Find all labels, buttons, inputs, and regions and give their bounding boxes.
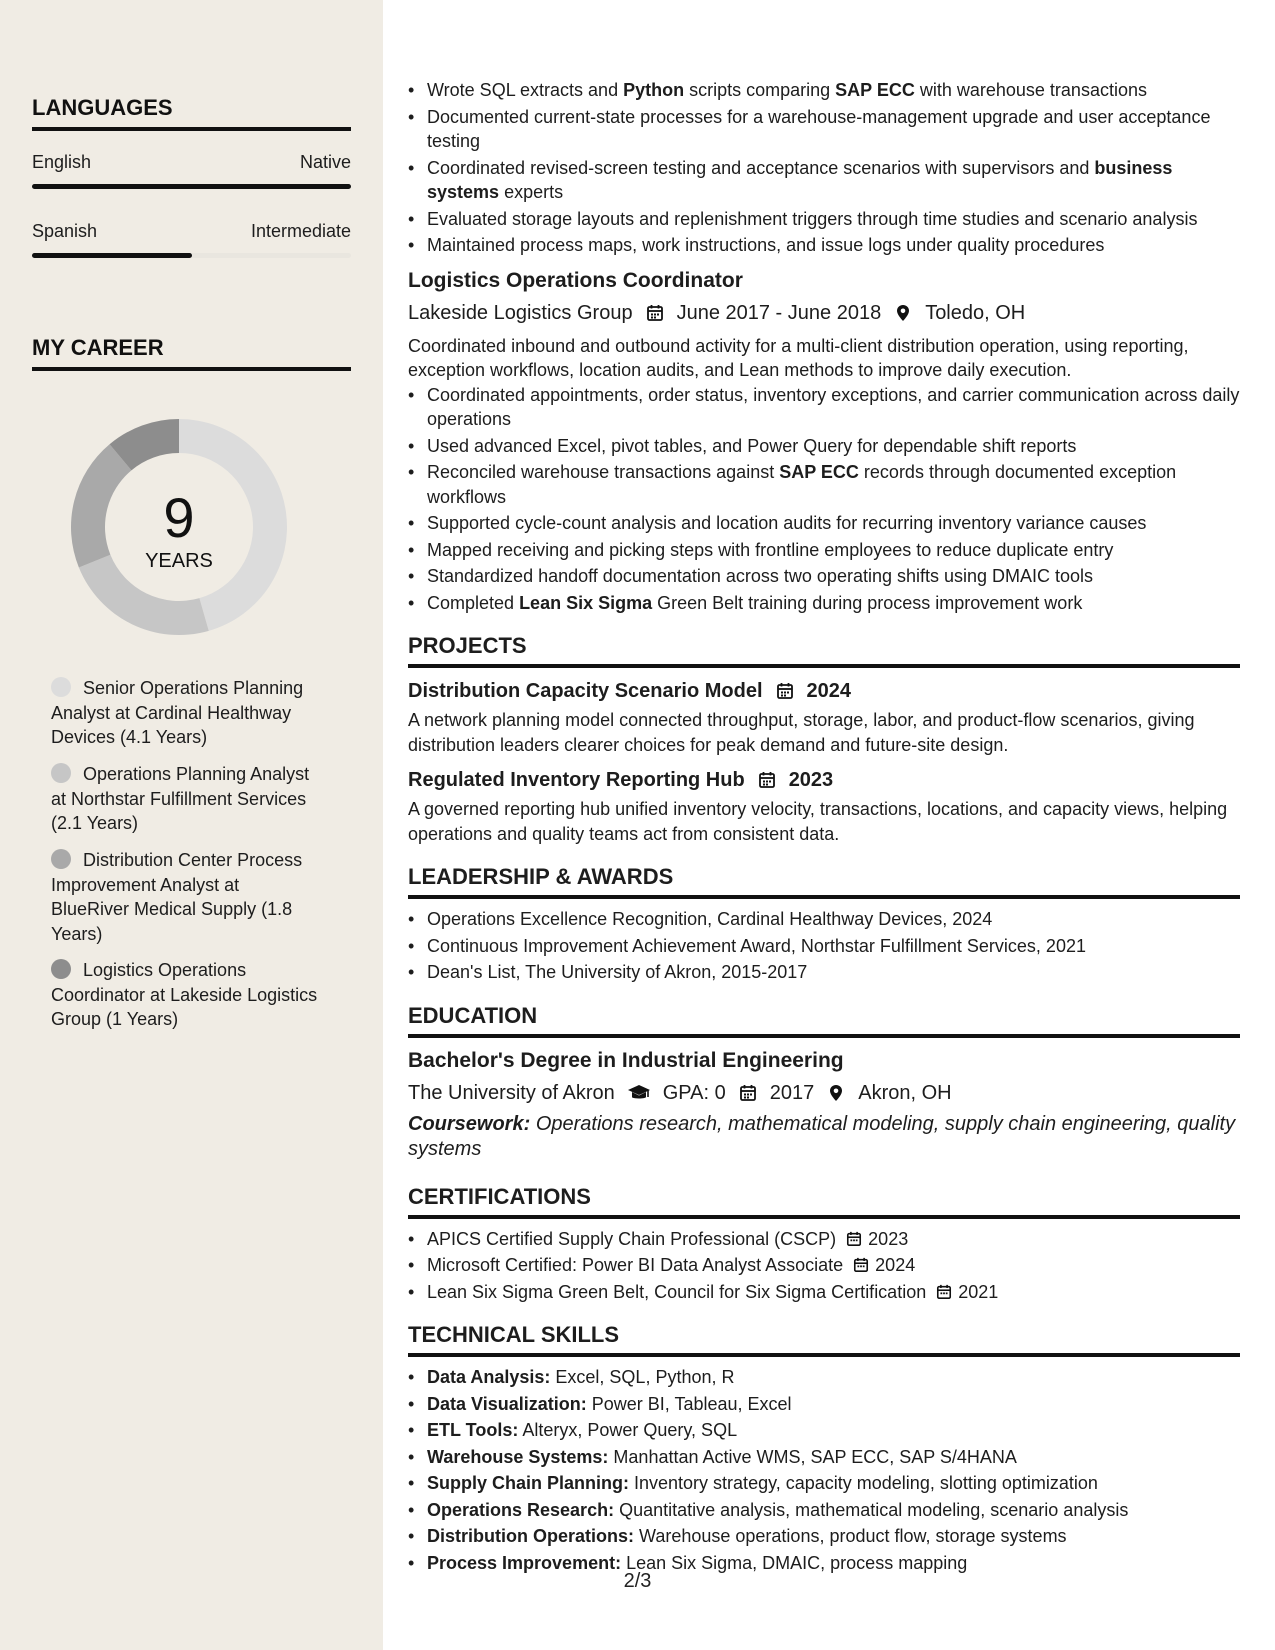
legend-dot [51,849,71,869]
project-year: 2023 [788,769,834,791]
job-bullet: • Mapped receiving and picking steps with frontline employees to reduce duplicate entry [408,538,1240,563]
certifications-list [408,1227,1240,1305]
skill-label: Supply Chain Planning: [427,1473,629,1493]
project-year: 2024 [806,680,852,702]
education-meta [408,1078,1240,1108]
certification-year: 2021 [958,1281,999,1302]
project-title-row [408,765,1240,795]
certification-item [408,1227,1240,1252]
language-level: Native [299,152,351,172]
location-pin-icon [893,303,913,323]
career-legend-item [51,762,321,836]
skill-item [408,1392,1240,1417]
job-bullet: • Completed Lean Six Sigma Green Belt training during process improvement work [408,591,1240,616]
skill-label: Distribution Operations: [427,1526,634,1546]
certification-year: 2023 [868,1228,909,1249]
awards-list [408,907,1240,985]
project-title: Regulated Inventory Reporting Hub [408,769,745,791]
skill-value: Lean Six Sigma, DMAIC, process mapping [626,1552,968,1573]
skill-item [408,1445,1240,1470]
school-location: Akron, OH [858,1081,952,1104]
job-bullet: • Coordinated appointments, order status, inventory exceptions, and carrier communication across daily operations [408,383,1240,432]
calendar-icon [757,770,777,790]
previous-job-bullet: • Maintained process maps, work instructions, and issue logs under quality procedures [408,233,1240,258]
project-description: A network planning model connected throughput, storage, labor, and product-flow scenarios, giving distribution leaders clearer choices for peak demand and future-site design. [408,710,1195,755]
skill-item [408,1418,1240,1443]
skill-item [408,1471,1240,1496]
certification-item [408,1280,1240,1305]
skill-label: Data Analysis: [427,1367,551,1387]
skill-label: Operations Research: [427,1499,615,1520]
job-bullet: • Standardized handoff documentation across two operating shifts using DMAIC tools [408,564,1240,589]
legend-dot [51,763,71,783]
language-english [32,152,351,173]
job-summary: Coordinated inbound and outbound activity for a multi-client distribution operation, using reporting, exception workflows, location audits, and Lean methods to improve daily execution. [408,335,1189,380]
skill-value: Warehouse operations, product flow, storage systems [639,1526,1067,1546]
job-company: Lakeside Logistics Group [408,301,633,324]
language-bar-english [32,184,351,189]
skills-list [408,1365,1240,1575]
job-bullet: • Supported cycle-count analysis and location audits for recurring inventory variance causes [408,511,1240,536]
certifications-heading: CERTIFICATIONS [408,1182,1240,1219]
career-item-text: Logistics Operations Coordinator at Lakeside Logistics Group (1 Years) [51,960,318,1029]
skill-value: Alteryx, Power Query, SQL [522,1420,738,1440]
certification-name: APICS Certified Supply Chain Professional (CSCP) [427,1228,837,1249]
gpa: GPA: 0 [662,1081,726,1104]
coursework-text: Operations research, mathematical modeling, supply chain engineering, quality systems [408,1112,1236,1160]
language-level: Intermediate [250,221,351,241]
certification-year: 2024 [875,1255,916,1275]
calendar-icon [738,1083,758,1103]
previous-job-bullet: • Documented current-state processes for a warehouse-management upgrade and user acceptance testing [408,105,1240,154]
skill-item [408,1524,1240,1549]
calendar-icon [846,1231,862,1247]
location-pin-icon [826,1083,846,1103]
career-years-label: YEARS [145,550,213,572]
career-item-text: Operations Planning Analyst at Northstar Fulfillment Services (2.1 Years) [51,764,310,833]
project-title-row [408,676,1240,706]
language-bar-fill [32,184,351,189]
sidebar [0,0,383,1650]
career-heading: MY CAREER [32,335,351,371]
career-total-years: 9 [163,486,195,549]
skills-heading: TECHNICAL SKILLS [408,1320,1240,1357]
skill-value: Inventory strategy, capacity modeling, slotting optimization [634,1473,1098,1493]
skill-value: Manhattan Active WMS, SAP ECC, SAP S/4HANA [613,1446,1017,1467]
project-description: A governed reporting hub unified inventory velocity, transactions, locations, and capacity views, helping operations and quality teams act from consistent data. [408,799,1228,844]
calendar-icon [645,303,665,323]
previous-job-bullet: • Coordinated revised-screen testing and acceptance scenarios with supervisors and business systems experts [408,156,1240,205]
page-number: 2/3 [623,1570,652,1592]
school-name: The University of Akron [408,1081,615,1104]
certification-item [408,1253,1240,1278]
career-item-text: Senior Operations Planning Analyst at Cardinal Healthway Devices (4.1 Years) [51,678,304,747]
career-item-text: Distribution Center Process Improvement Analyst at BlueRiver Medical Supply (1.8 Years) [51,850,303,944]
degree-title: Bachelor's Degree in Industrial Engineering [408,1048,844,1072]
job-location: Toledo, OH [925,301,1026,324]
skill-item [408,1365,1240,1390]
previous-job-bullets [408,78,1240,258]
project-title: Distribution Capacity Scenario Model [408,680,763,702]
graduation-cap-icon [627,1083,651,1103]
job-dates: June 2017 - June 2018 [676,301,882,324]
calendar-icon [853,1257,869,1273]
projects-heading: PROJECTS [408,631,1240,668]
previous-job-bullet: • Evaluated storage layouts and replenishment triggers through time studies and scenario analysis [408,207,1240,232]
main-content [408,78,1240,1577]
legend-dot [51,677,71,697]
career-legend-item [51,848,321,946]
award-item: • Dean's List, The University of Akron, 2015-2017 [408,960,1240,985]
calendar-icon [936,1284,952,1300]
coursework-label: Coursework: [408,1112,531,1135]
skill-value: Excel, SQL, Python, R [555,1367,735,1387]
awards-heading: LEADERSHIP & AWARDS [408,862,1240,899]
career-legend-item [51,958,321,1032]
graduation-year: 2017 [769,1081,815,1104]
skill-item [408,1498,1240,1523]
previous-job-bullet: • Wrote SQL extracts and Python scripts comparing SAP ECC with warehouse transactions [408,78,1240,103]
certification-name: Microsoft Certified: Power BI Data Analyst Associate [427,1255,844,1275]
skill-value: Quantitative analysis, mathematical modeling, scenario analysis [619,1499,1129,1520]
legend-dot [51,959,71,979]
job-bullets [408,383,1240,616]
job-meta [408,298,1240,328]
career-legend-item [51,676,321,750]
skill-value: Power BI, Tableau, Excel [591,1393,792,1414]
language-name: Spanish [32,221,98,241]
language-name: English [32,152,92,172]
language-spanish [32,221,351,242]
coursework [408,1112,1240,1162]
job-bullet: • Used advanced Excel, pivot tables, and Power Query for dependable shift reports [408,434,1240,459]
job-title: Logistics Operations Coordinator [408,268,743,292]
language-bar-spanish [32,253,351,258]
calendar-icon [775,681,795,701]
skill-label: Warehouse Systems: [427,1446,609,1467]
award-item: • Continuous Improvement Achievement Award, Northstar Fulfillment Services, 2021 [408,934,1240,959]
skill-label: Data Visualization: [427,1393,587,1414]
education-heading: EDUCATION [408,1001,1240,1038]
certification-name: Lean Six Sigma Green Belt, Council for Six Sigma Certification [427,1281,927,1302]
job-bullet: • Reconciled warehouse transactions against SAP ECC records through documented exception workflows [408,460,1240,509]
skill-label: Process Improvement: [427,1552,622,1573]
skill-label: ETL Tools: [427,1420,519,1440]
award-item: • Operations Excellence Recognition, Cardinal Healthway Devices, 2024 [408,907,1240,932]
languages-heading: LANGUAGES [32,95,351,131]
language-bar-fill [32,253,192,258]
